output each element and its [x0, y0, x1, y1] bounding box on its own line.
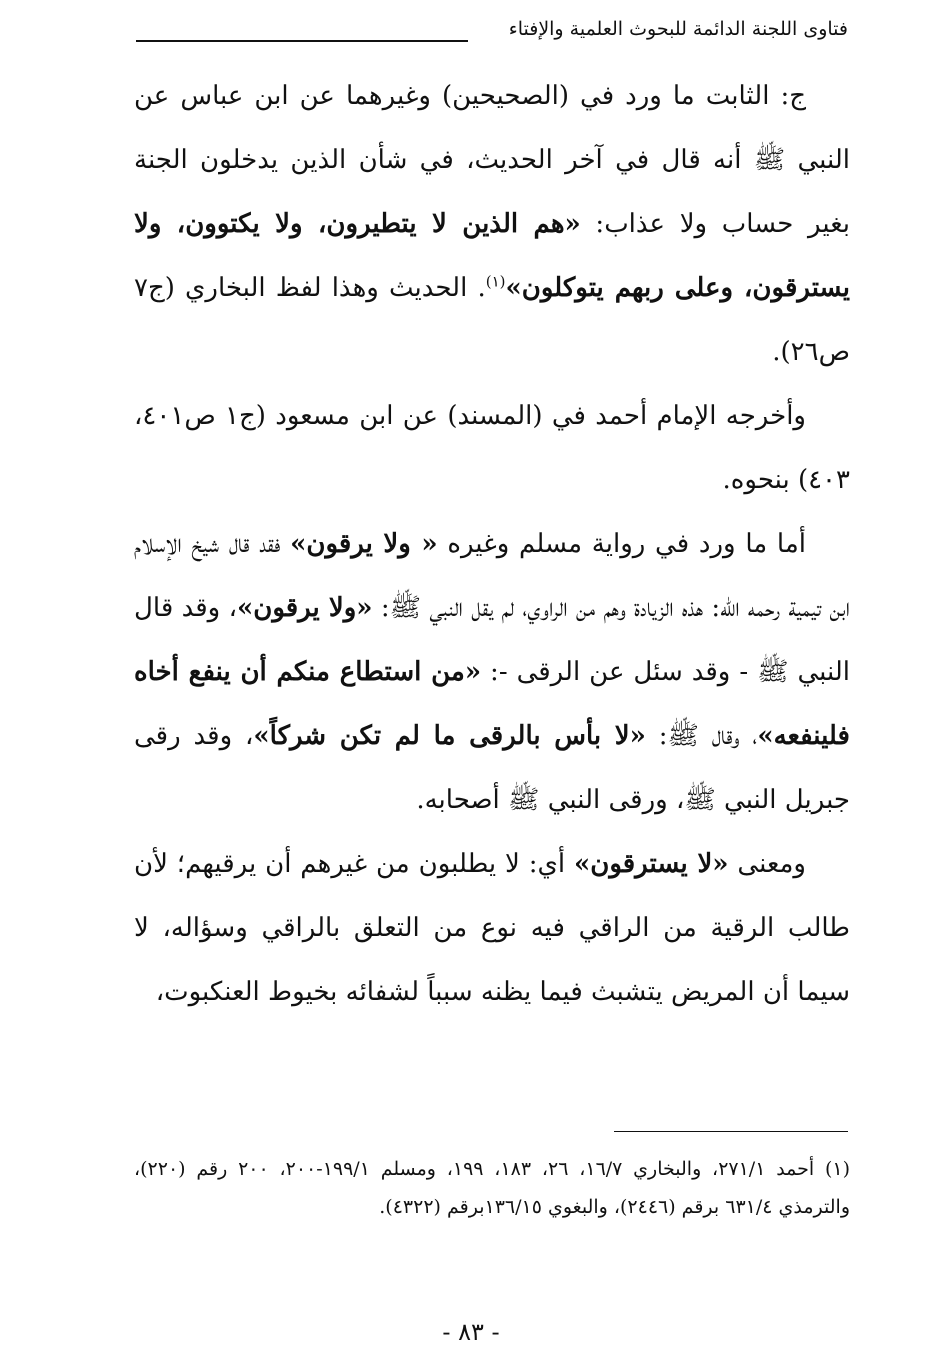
paragraph-text: ومعنى [728, 849, 806, 879]
hadith-quote: «من استطاع منكم أن ينفع أخاه فلينفعه» [134, 657, 850, 751]
paragraph-text: ج: الثابت ما ورد في (الصحيحين) وغيرهما عن ابن عباس عن النبي ﷺ أنه قال في آخر الحديث، في شأن الذين يدخلون الجنة بغير حساب ولا عذاب: [134, 81, 850, 239]
footnote [134, 1150, 850, 1226]
page-number: - ٨٣ - [442, 1318, 500, 1346]
paragraph-text: أي: لا يطلبون من غيرهم أن يرقيهم؛ لأن طالب الرقية من الراقي فيه نوع من التعلق بالراقي وسؤاله، لا سيما أن المريض يتشبث فيما يظنه سبباً لشفائه بخيوط العنكبوت، [134, 849, 850, 1007]
hadith-quote: «لا بأس بالرقى ما لم تكن شركاً» [253, 721, 646, 751]
footnote-separator [614, 1131, 848, 1132]
hadith-quote: «هم الذين لا يتطيرون، ولا يكتوون، ولا يسترقون، وعلى ربهم يتوكلون» [134, 209, 850, 303]
header-rule [136, 40, 468, 42]
paragraph-musnad: وأخرجه الإمام أحمد في (المسند) عن ابن مسعود (ج١ ص٤٠١، ٤٠٣) بنحوه. [134, 401, 850, 495]
running-header [136, 16, 848, 50]
paragraph-meaning [134, 832, 850, 1024]
paragraph-text: فقد قال شيخ الإسلام ابن تيمية رحمه الله: هذه الزيادة وهم من الراوي، لم يقل النبي ﷺ: [134, 529, 850, 623]
paragraph-ibn-taymiyyah [134, 512, 850, 832]
hadith-quote: «لا يسترقون» [573, 849, 729, 879]
paragraph-text: . الحديث وهذا لفظ البخاري (ج٧ ص٢٦). [134, 273, 850, 367]
header-title: فتاوى اللجنة الدائمة للبحوث العلمية والإفتاء [508, 18, 848, 40]
hadith-quote: «ولا يرقون» [236, 593, 373, 623]
paragraph-text: ، وقد رقى جبريل النبي ﷺ، ورقى النبي ﷺ أصحابه. [134, 721, 850, 815]
hadith-quote: « ولا يرقون» [290, 529, 438, 559]
paragraph-text: ، وقد قال النبي ﷺ - وقد سئل عن الرقى -: [134, 593, 850, 687]
footnote-text: (١) أحمد ٢٧١/١، والبخاري ١٦/٧، ٢٦، ١٨٣، ١٩٩، ومسلم ١٩٩/١-٢٠٠، ٢٠٠ رقم (٢٢٠)، والترمذي ٦٣١/٤ برقم (٢٤٤٦)، والبغوي ١٣٦/١٥برقم (٤٣٢٢). [134, 1158, 851, 1218]
paragraph-text: ، وقال ﷺ: [645, 721, 758, 751]
paragraph-answer [134, 64, 850, 384]
paragraph-text: أما ما ورد في رواية مسلم وغيره [437, 529, 806, 559]
footnote-marker[interactable]: (١) [485, 272, 506, 291]
main-text [134, 64, 850, 1024]
